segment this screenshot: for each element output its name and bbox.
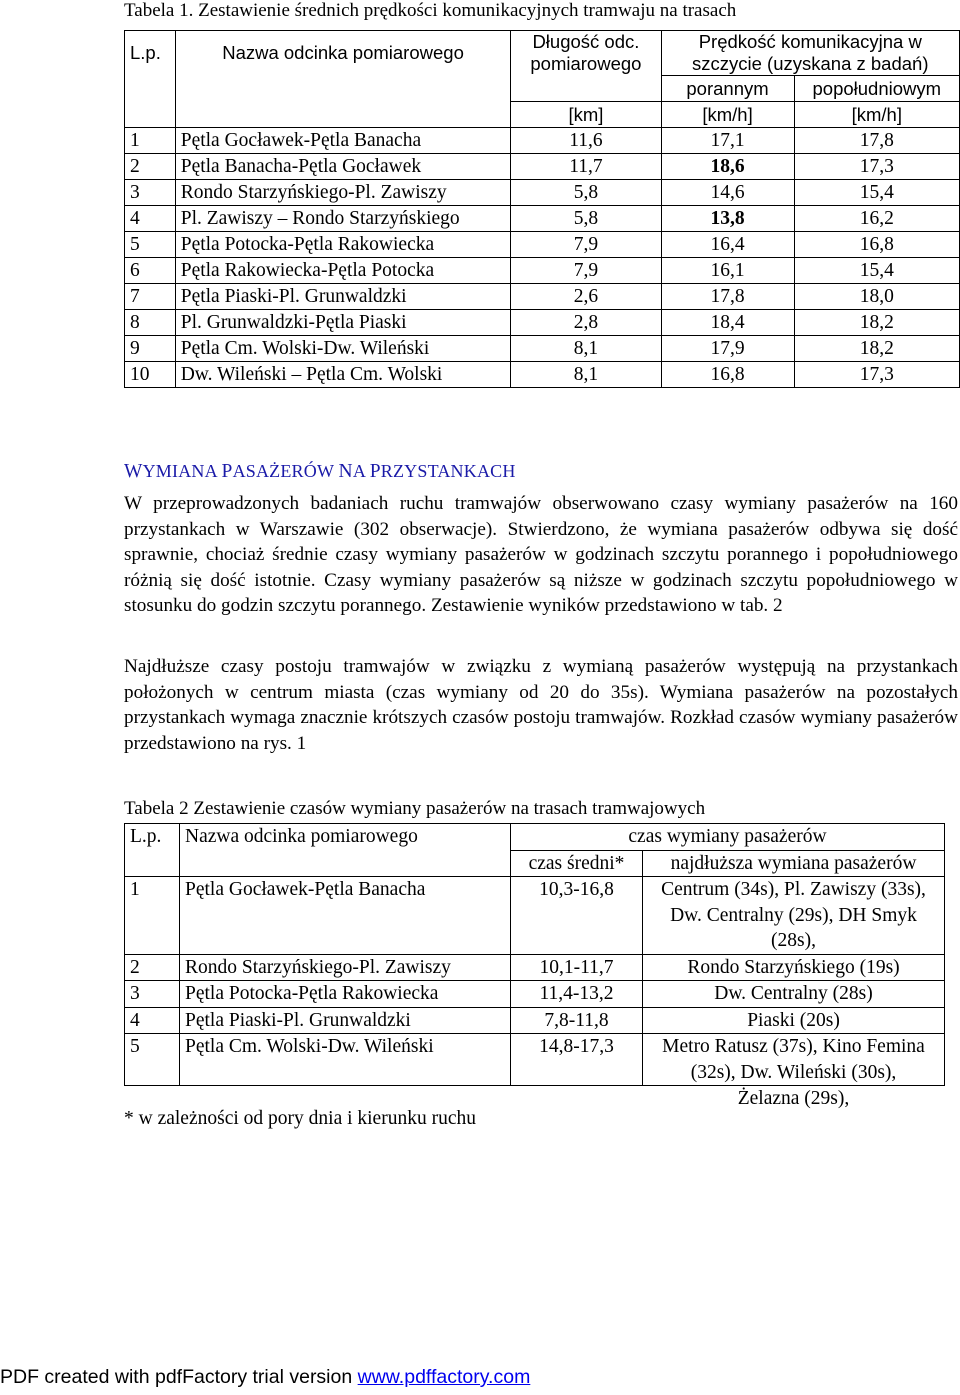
cell-longest-continuation: Żelazna (29s), (737, 1088, 850, 1109)
table2 (124, 823, 945, 1112)
cell-longest: Centrum (34s), Pl. Zawiszy (33s), Dw. Centralny (29s), DH Smyk (28s), (643, 877, 945, 955)
unit-kmh-morning: [km/h] (661, 102, 794, 128)
table1 (124, 30, 960, 388)
cell-name: Dw. Wileński – Pętla Cm. Wolski (175, 362, 511, 388)
header-length-line2: pomiarowego (530, 53, 642, 75)
cell-lp: 2 (125, 954, 180, 981)
header-morning: porannym (661, 76, 794, 102)
table-row (125, 362, 960, 388)
title-part-a: A (352, 461, 370, 481)
cell-name: Pętla Cm. Wolski-Dw. Wileński (175, 336, 511, 362)
table2-header-row (125, 824, 945, 851)
cell-lp: 8 (125, 310, 176, 336)
cell-afternoon: 15,4 (794, 258, 959, 284)
cell-lp: 5 (125, 1034, 180, 1086)
cell-name: Pętla Rakowiecka-Pętla Potocka (175, 258, 511, 284)
cell-afternoon: 18,0 (794, 284, 959, 310)
cell-avg: 10,1-11,7 (511, 954, 643, 981)
cell-lp: 7 (125, 284, 176, 310)
cell-morning: 16,1 (661, 258, 794, 284)
cell-lp: 9 (125, 336, 176, 362)
cell-length: 11,7 (511, 154, 661, 180)
title-part-rzystankach: RZYSTANKACH (380, 461, 516, 481)
title-cap-p: P (221, 461, 233, 482)
cell-longest: Dw. Centralny (28s) (643, 981, 945, 1008)
header-avg: czas średni* (511, 850, 643, 877)
cell-afternoon: 18,2 (794, 310, 959, 336)
cell-morning: 13,8 (661, 206, 794, 232)
cell-name: Rondo Starzyńskiego-Pl. Zawiszy (180, 954, 511, 981)
title-cap-w: W (124, 461, 143, 482)
header-length-line1: Długość odc. (532, 31, 640, 53)
cell-name: Pętla Gocławek-Pętla Banacha (180, 877, 511, 955)
header-afternoon: popołudniowym (794, 76, 959, 102)
cell-length: 5,8 (511, 206, 661, 232)
cell-longest: Piaski (20s) (643, 1007, 945, 1034)
table-row (125, 1007, 945, 1034)
cell-lp: 3 (125, 981, 180, 1008)
table-row (125, 206, 960, 232)
header-lp: L.p. (125, 824, 180, 851)
cell-lp: 4 (125, 206, 176, 232)
cell-lp: 2 (125, 154, 176, 180)
header-speed (661, 31, 960, 76)
title-cap-p2: P (369, 461, 381, 482)
cell-morning: 17,1 (661, 128, 794, 154)
cell-length: 8,1 (511, 362, 661, 388)
table-row (125, 954, 945, 981)
cell-lp: 5 (125, 232, 176, 258)
cell-name: Pętla Banacha-Pętla Gocławek (175, 154, 511, 180)
section-title (124, 461, 516, 483)
cell-length: 2,8 (511, 310, 661, 336)
header-longest: najdłuższa wymiana pasażerów (643, 850, 945, 877)
cell-morning: 17,9 (661, 336, 794, 362)
cell-avg: 10,3-16,8 (511, 877, 643, 955)
header-exchange: czas wymiany pasażerów (511, 824, 945, 851)
table-row (125, 128, 960, 154)
pdf-footer (0, 1366, 530, 1389)
cell-avg: 14,8-17,3 (511, 1034, 643, 1086)
cell-lp: 4 (125, 1007, 180, 1034)
cell-avg: 11,4-13,2 (511, 981, 643, 1008)
header-length (511, 31, 661, 76)
cell-longest: Metro Ratusz (37s), Kino Femina (32s), Dw. Wileński (30s), (643, 1034, 945, 1086)
table-row (125, 284, 960, 310)
cell-longest: Rondo Starzyńskiego (19s) (643, 954, 945, 981)
cell-morning: 14,6 (661, 180, 794, 206)
cell-afternoon: 15,4 (794, 180, 959, 206)
cell-morning: 16,4 (661, 232, 794, 258)
table-row (125, 232, 960, 258)
header-speed-line2: szczycie (uzyskana z badań) (692, 53, 929, 74)
cell-length: 7,9 (511, 258, 661, 284)
cell-length: 7,9 (511, 232, 661, 258)
cell-name: Pętla Potocka-Pętla Rakowiecka (180, 981, 511, 1008)
unit-kmh-afternoon: [km/h] (794, 102, 959, 128)
cell-morning: 18,6 (661, 154, 794, 180)
table1-caption: Tabela 1. Zestawienie średnich prędkości komunikacyjnych tramwaju na trasach (124, 0, 737, 21)
table1-units-row (125, 102, 960, 128)
cell-afternoon: 17,3 (794, 362, 959, 388)
cell-afternoon: 16,2 (794, 206, 959, 232)
paragraph-1: W przeprowadzonych badaniach ruchu tramwajów obserwowano czasy wymiany pasażerów na 160 przystankach w Warszawie (302 obserwacje). Stwierdzono, że wymiana pasażerów odbywa się dość sprawnie, chociaż średnie czasy wymiany pasażerów w godzinach szczytu porannego i popołudniowego różnią się dość istotnie. Czasy wymiany pasażerów są niższe w godzinach szczytu popołudniowego w stosunku do godzin szczytu porannego. Zestawienie wyników przedstawiono w tab. 2 (124, 493, 958, 616)
cell-length: 8,1 (511, 336, 661, 362)
cell-name: Pętla Potocka-Pętla Rakowiecka (175, 232, 511, 258)
table-row (125, 336, 960, 362)
table-row (125, 180, 960, 206)
cell-name: Pl. Grunwaldzki-Pętla Piaski (175, 310, 511, 336)
cell-afternoon: 17,8 (794, 128, 959, 154)
cell-lp: 3 (125, 180, 176, 206)
paragraph-2: Najdłuższe czasy postoju tramwajów w związku z wymianą pasażerów występują na przystankach położonych w centrum miasta (czas wymiany od 20 do 35s). Wymiana pasażerów na pozostałych przystankach wymaga znacznie krótszych czasów postoju tramwajów. Rozkład czasów wymiany pasażerów przedstawiono na rys. 1 (124, 656, 958, 754)
cell-afternoon: 17,3 (794, 154, 959, 180)
table-row (125, 981, 945, 1008)
footnote: * w zależności od pory dnia i kierunku ruchu (124, 1108, 476, 1129)
table2-subheader-row (125, 850, 945, 877)
title-cap-n: N (338, 461, 353, 482)
header-name: Nazwa odcinka pomiarowego (175, 31, 511, 76)
table1-subheader-row (125, 76, 960, 102)
table-row (125, 1034, 945, 1086)
table-row (125, 310, 960, 336)
pdf-footer-text: PDF created with pdfFactory trial version (0, 1366, 358, 1388)
cell-length: 5,8 (511, 180, 661, 206)
title-part-asazerow: ASAŻERÓW (232, 461, 339, 481)
cell-avg: 7,8-11,8 (511, 1007, 643, 1034)
cell-name: Pętla Cm. Wolski-Dw. Wileński (180, 1034, 511, 1086)
unit-km: [km] (511, 102, 661, 128)
header-name: Nazwa odcinka pomiarowego (180, 824, 511, 851)
table-row (125, 877, 945, 955)
header-lp: L.p. (125, 31, 176, 76)
cell-name: Pl. Zawiszy – Rondo Starzyńskiego (175, 206, 511, 232)
cell-lp: 1 (125, 877, 180, 955)
header-speed-line1: Prędkość komunikacyjna w (698, 31, 922, 52)
cell-lp: 1 (125, 128, 176, 154)
table-row (125, 154, 960, 180)
table2-caption: Tabela 2 Zestawienie czasów wymiany pasażerów na trasach tramwajowych (124, 798, 706, 819)
cell-name: Pętla Piaski-Pl. Grunwaldzki (180, 1007, 511, 1034)
cell-morning: 16,8 (661, 362, 794, 388)
title-part-ymiana: YMIANA (142, 461, 222, 481)
pdf-footer-link[interactable]: www.pdffactory.com (357, 1366, 531, 1388)
cell-afternoon: 18,2 (794, 336, 959, 362)
cell-length: 11,6 (511, 128, 661, 154)
cell-morning: 17,8 (661, 284, 794, 310)
table1-header-row (125, 31, 960, 76)
cell-lp: 6 (125, 258, 176, 284)
cell-name: Pętla Gocławek-Pętla Banacha (175, 128, 511, 154)
table-row (125, 258, 960, 284)
cell-afternoon: 16,8 (794, 232, 959, 258)
cell-lp: 10 (125, 362, 176, 388)
cell-name: Pętla Piaski-Pl. Grunwaldzki (175, 284, 511, 310)
cell-length: 2,6 (511, 284, 661, 310)
cell-morning: 18,4 (661, 310, 794, 336)
cell-name: Rondo Starzyńskiego-Pl. Zawiszy (175, 180, 511, 206)
